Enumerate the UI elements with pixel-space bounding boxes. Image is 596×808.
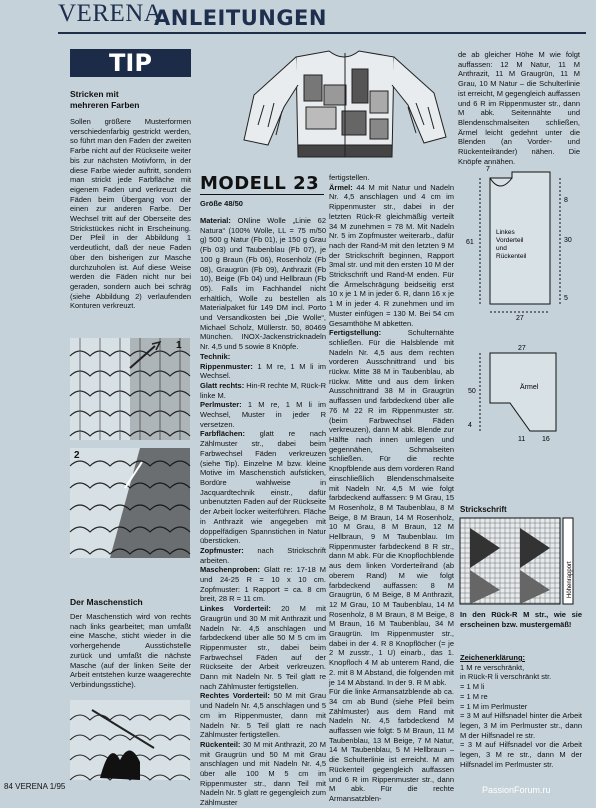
instruction-paragraph bbox=[200, 691, 326, 740]
modell-size: Größe 48/50 bbox=[200, 199, 243, 208]
instructions-column-1 bbox=[200, 216, 326, 808]
instruction-text: ONline Wolle „Linie 62 Natura“ (100% Wolle, LL = 75 m/50 g) 500 g Natur (Fb 01), je 150 g Grau (Fb 03) und Taubenblau (Fb 07), je 100 g Braun (Fb 06), Rosenholz (Fb 08), Graugrün (Fb 09), Anthrazit (Fb 10), Beige (Fb 04) und Hellbraun (Fb 05). Falls im Fachhandel nicht erhältlich, Wolle zu bestellen als Materialpaket für 149 DM incl. Porto und Versandkosten bei „Die Wolle“, Michael Scholz, Müllerstr. 50, 80469 München. INOX-Jackenstricknadeln Nr. 4,5 und 5 sowie 8 Knöpfe. bbox=[200, 216, 326, 352]
instruction-paragraph bbox=[200, 546, 326, 565]
instruction-heading: Material: bbox=[200, 216, 231, 225]
instruction-text: 30 M mit Anthrazit, 20 M mit Graugrün und 50 M mit Grau anschlagen und mit Nadeln Nr. 4,5 über alle 100 M 5 cm im Rippenmuster str., dann Teil mit Nadeln Nr. 5 glatt re gegengleich zum Zählmuster bbox=[200, 739, 326, 808]
legend-item: = 3 M auf Hilfsnadel hinter die Arbeit legen, 3 M im Perlmuster str., dann M der Hilfsnadel re str. bbox=[460, 711, 582, 740]
strickschrift-note: In den Rück-R M str., wie sie erscheinen bzw. mustergemäß! bbox=[460, 610, 582, 629]
tip-title-line1: Stricken mit bbox=[70, 89, 119, 99]
instruction-paragraph bbox=[200, 604, 326, 691]
dim-body-61: 61 bbox=[466, 239, 474, 246]
legend-item: 1 M re verschränkt, bbox=[460, 662, 525, 672]
dim-body-30: 30 bbox=[564, 237, 572, 244]
instruction-paragraph bbox=[200, 362, 326, 381]
instruction-text: 20 M mit Graugrün und 30 M mit Anthrazit und Nadeln Nr. 4,5 anschlagen und farbdeckend über alle 50 M 5 cm im Rippenmuster str., dabei beim Farbwechsel Fäden auf der Rückseite der Arbeit verkreuzen. Dann mit Nadeln Nr. 5 Teil glatt re nach Zählmuster fertigstellen. bbox=[200, 604, 326, 691]
instruction-text: 1 M re, 1 M li im Wechsel, Muster in jeder R versetzen. bbox=[200, 400, 326, 429]
instruction-text: 1 M re, 1 M li im Wechsel. bbox=[200, 361, 326, 381]
dim-body-27: 27 bbox=[516, 315, 524, 322]
instruction-heading: Rechtes Vorderteil: bbox=[200, 691, 270, 701]
instruction-heading: Glatt rechts: bbox=[200, 380, 245, 390]
dim-sleeve-27: 27 bbox=[518, 345, 526, 352]
instruction-heading: Linkes Vorderteil: bbox=[200, 604, 271, 614]
instruction-text: Glatt re: 17-18 M und 24-25 R = 10 x 10 cm. Zopfmuster: 1 Rapport = ca. 8 cm breit, 28 R = 11 cm. bbox=[200, 565, 326, 604]
dim-sleeve-16: 16 bbox=[542, 436, 550, 443]
figure-3-maschenstich bbox=[70, 700, 190, 780]
page-footer: 84 VERENA 1/95 bbox=[4, 782, 66, 791]
instruction-heading: Zopfmuster: bbox=[200, 545, 244, 555]
instruction-heading: Rückenteil: bbox=[200, 739, 241, 749]
instruction-text: fertigstellen. bbox=[329, 173, 370, 182]
schematic-sleeve bbox=[460, 345, 590, 445]
dim-sleeve-4: 4 bbox=[468, 422, 472, 429]
instruction-heading: Perlmuster: bbox=[200, 400, 242, 410]
instruction-paragraph bbox=[200, 216, 326, 352]
instructions-column-2 bbox=[329, 173, 454, 804]
figure-2-knitting bbox=[70, 448, 190, 558]
section-title: ANLEITUNGEN bbox=[154, 6, 327, 30]
schematic-body bbox=[460, 166, 590, 322]
maschenstich-body: Der Maschenstich wird von rechts nach links gearbeitet; man umfaßt eine Masche, sticht wieder in die vorhergehende Ausstichstelle zurück und umfaßt die nächste Masche (auf der linken Seite der Arbeit entstehen kurze waagerechte Verbindungsstiche). bbox=[70, 612, 191, 689]
figure-2-number: 2 bbox=[74, 450, 80, 461]
instruction-text: Hin-R rechte M, Rück-R linke M. bbox=[200, 380, 326, 400]
instruction-text: Schulternähte schließen. Für die Halsblende mit Nadeln Nr. 4,5 aus dem rechten vorderen Ausschnittrand und bis rückw. Mitte 38 M in Taubenblau, ab rückw. Mitte und aus dem linken Ausschnittrand 38 M in Graugrün auffassen und farbdeckend über alle 76 M 22 R im Rippenmuster str. (beim Farbwechsel Fäden verkreuzen), dann M abk. Blende zur Hälfte nach innen umlegen und gegennähen, Schmalseiten schließen. Für die rechte Knopfblende aus dem vorderen Rand einschließlich Blendenschmalseite mit Nadeln Nr. 4,5 M wie folgt farbdeckend auffassen: 9 M Grau, 15 M Rosenholz, 8 M Taubenblau, 8 M Beige, 8 M Braun, 14 M Rosenholz, 10 M Grau, 8 M Braun, 12 M Hellbraun, 9 M Taubenblau. Im Rippenmuster farbdeckend 8 R str., dann M abk. Für die Knopflochblende aus dem linken Vorderteilrand (ab oberem Rand) M wie folgt farbdeckend auffassen: 8 M Graugrün, 6 M Beige, 8 M Anthrazit, 12 M Grau, 10 M Taubenblau, 14 M Rosenholz, 8 M Braun, 8 M Beige, 8 M Braun, 16 M Taubenblau, 34 M Graugrün. Im Rippenmuster str., dabei in der 4. R 8 Knopflöcher (= je 2 M zusstr., 1 U) einarb., das 1. Knopfloch 4 M ab unterem Rand, die 2. mit 8 M Abstand, die folgenden mit je 14 M Abstand. In der 9. R M abk. bbox=[329, 328, 454, 687]
instruction-paragraph bbox=[200, 352, 326, 362]
modell-rule bbox=[200, 194, 324, 195]
instruction-paragraph bbox=[329, 183, 454, 329]
tip-column bbox=[70, 89, 191, 311]
schematic-sleeve-label: Ärmel bbox=[520, 384, 539, 391]
instructions-column-3 bbox=[458, 50, 580, 166]
instruction-paragraph bbox=[458, 50, 580, 166]
maschenstich-title: Der Maschenstich bbox=[70, 597, 143, 607]
instruction-heading: Rippenmuster: bbox=[200, 361, 253, 371]
watermark: PassionForum.ru bbox=[482, 785, 551, 795]
dim-body-7: 7 bbox=[486, 166, 490, 173]
dim-body-5: 5 bbox=[564, 295, 568, 302]
legend-title: Zeichenerklärung: bbox=[460, 653, 526, 662]
instruction-heading: Technik: bbox=[200, 351, 231, 361]
instruction-paragraph bbox=[329, 173, 454, 183]
page-header bbox=[0, 0, 596, 36]
instruction-heading: Ärmel: bbox=[329, 182, 353, 192]
instruction-text: nach Strickschrift arbeiten. bbox=[200, 545, 326, 565]
instruction-text: de ab gleicher Höhe M wie folgt auffassen: 12 M Natur, 11 M Anthrazit, 11 M Graugrün, 11 M Grau, 10 M Natur – die Schulterlinie ist erreicht, M gegengleich auffassen und 6 R im Rippenmuster str., dann M abk. Seitennähte und Blendenschmalseiten schließen, Ärmel leicht gedehnt unter die Blenden (an Vorder- und Rückenteilränder) nähen. Die Knöpfe annähen. bbox=[458, 50, 581, 166]
maschenstich-section bbox=[70, 597, 191, 690]
strickschrift-title: Strickschrift bbox=[460, 505, 507, 514]
strickschrift-chart bbox=[460, 518, 578, 608]
figure-1-knitting bbox=[70, 338, 190, 440]
instruction-heading: Farbflächen: bbox=[200, 429, 246, 439]
instruction-text: 44 M mit Natur und Nadeln Nr. 4,5 anschlagen und 4 cm im Rippenmuster str., dabei in der letzten Rück-R gleichmäßig verteilt 34 M zunehmen = 78 M. Mit Nadeln Nr. 5 im Zopfmuster weiterarb., dafür nach der Rand-M mit den letzten 9 M der Strickschrift beginnen, Rapport 3mal str. und mit den ersten 10 M der Strickschrift und Rand-M enden. Für die Ärmelschrägung beidseitig erst 10 x je 1 M in jeder 6. R, dann 16 x je 1 M in jeder 4. R zunehmen und im Muster einfügen = 130 M. Bei 54 cm Gesamthöhe M abketten. bbox=[329, 182, 454, 328]
dim-sleeve-50: 50 bbox=[468, 388, 476, 395]
instruction-paragraph bbox=[200, 381, 326, 400]
legend-item: in Rück-R li verschränkt str. bbox=[460, 672, 552, 682]
instruction-text: Für die linke Armansatzblende ab ca. 34 cm ab Bund (siehe Pfeil beim Zählmuster) aus dem Rand mit Nadeln Nr. 4,5 farbdeckend M auffassen wie folgt: 5 M Braun, 11 M Taubenblau, 13 M Beige, 7 M Natur, 14 M Taubenblau, 5 M Hellbraun – die Schulterlinie ist erreicht. M am Rückenteil gegengleich auffassen und 6 R im Rippenmuster str., dann M abk. Für die rechte Armansatzblen- bbox=[329, 687, 454, 803]
strickschrift-rapport: Höhenrapport bbox=[567, 561, 573, 598]
dim-sleeve-11: 11 bbox=[518, 436, 526, 443]
instruction-paragraph bbox=[200, 565, 326, 604]
legend-item: = 1 M im Perlmuster bbox=[460, 701, 528, 711]
schematic-body-label: Linkes Vorderteil und Rückenteil bbox=[496, 229, 527, 260]
instruction-text: glatt re nach Zählmuster str., dabei beim Farbwechsel Fäden verkreuzen (siehe Tip). Einzelne M bzw. kleine Motive im Maschenstich aufsticken, Bordüre wahlweise in Jacquardtechnik einstr., dafür unbenutzten Faden auf der Rückseite der Arbeit locker weiterführen. Fläche in Anthrazit wie angegeben mit doppelfädigen Spannstichen in Natur übersticken. bbox=[200, 429, 326, 546]
modell-title: MODELL 23 bbox=[200, 173, 320, 194]
legend-item: = 3 M auf Hilfsnadel vor die Arbeit legen, 3 M re str., dann M der Hilfsnadel im Perlmuster str. bbox=[460, 740, 582, 769]
instruction-heading: Fertigstellung: bbox=[329, 328, 382, 338]
legend-items bbox=[460, 663, 582, 770]
dim-body-8: 8 bbox=[564, 197, 568, 204]
instruction-paragraph bbox=[200, 429, 326, 545]
brand-logo: VERENA bbox=[58, 0, 163, 27]
instruction-heading: Maschenproben: bbox=[200, 565, 261, 575]
tip-body: Sollen größere Musterformen verschiedenfarbig gestrickt werden, so führt man den Faden der zweiten Farbe nicht auf der Rückseite weiter bis zur nächsten Motivform, in der diese Farbe wieder auftritt, sondern man strickt jede Farbfläche mit eigenem Faden und verkreuzt die Fäden beim Übergang von der einen zur anderen Farbe. Der Wechsel tritt auf der Oberseite des Strickstückes nicht in Erscheinung. Der Pfeil in der Abbildung 1 verdeutlicht, daß der neue Faden über den bisherigen zur Masche durchzuholen ist. Auf diese Weise werden die Fäden nicht nur bei geraden, sondern auch bei schräg (siehe Abbildung 2) verlaufenden Konturen verkreuzt. bbox=[70, 117, 191, 311]
legend-item: = 1 M li bbox=[460, 682, 485, 692]
instruction-paragraph bbox=[329, 328, 454, 687]
instruction-paragraph bbox=[200, 740, 326, 808]
header-rule bbox=[58, 32, 586, 34]
figure-1-number: 1 bbox=[176, 340, 182, 351]
legend bbox=[460, 653, 582, 769]
instruction-paragraph bbox=[329, 687, 454, 803]
instruction-text: 50 M mit Grau und Nadeln Nr. 4,5 anschlagen und 5 cm im Rippenmuster, dann mit Nadeln Nr. 5 Teil glatt re nach Zählmuster fertigstellen. bbox=[200, 691, 326, 740]
tip-title-line2: mehreren Farben bbox=[70, 100, 140, 110]
instruction-paragraph bbox=[200, 400, 326, 429]
legend-item: = 1 M re bbox=[460, 691, 488, 701]
sweater-illustration bbox=[234, 45, 454, 165]
tip-label: TIP bbox=[109, 49, 152, 77]
